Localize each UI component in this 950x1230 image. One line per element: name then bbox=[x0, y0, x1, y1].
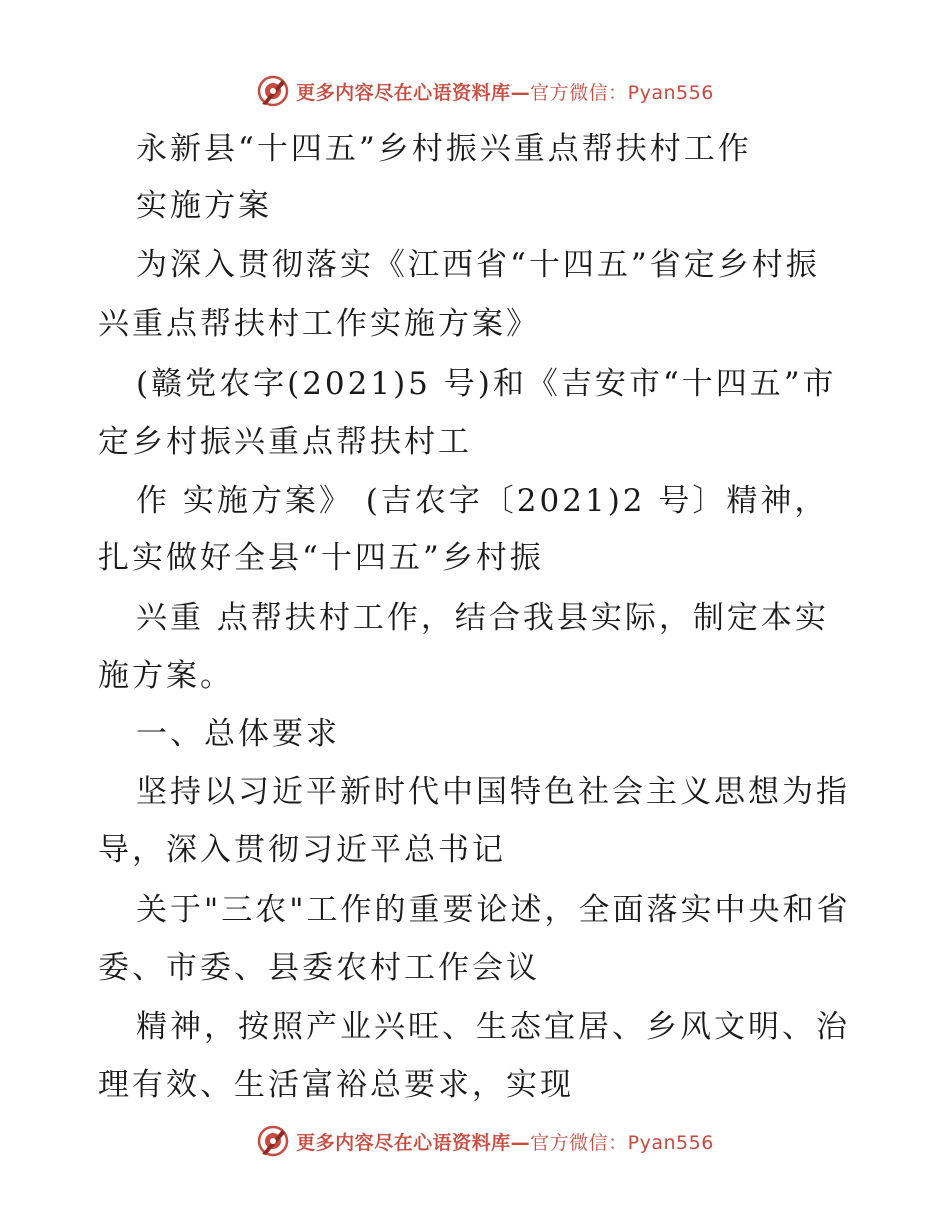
paragraph-line: 关于"三农"工作的重要论述，全面落实中央和省 bbox=[136, 892, 851, 928]
paragraph-line: 作 实施方案》 (吉农字〔2021)2 号〕精神， bbox=[136, 483, 829, 519]
paragraph-line: 定乡村振兴重点帮扶村工 bbox=[98, 424, 472, 460]
doc-title-line-2: 实施方案 bbox=[136, 188, 272, 224]
banner-official-text: 官方微信：Pyan556 bbox=[530, 1131, 714, 1154]
header-watermark-banner bbox=[0, 71, 950, 111]
paragraph-line: 导，深入贯彻习近平总书记 bbox=[98, 832, 506, 868]
banner-official-text: 官方微信：Pyan556 bbox=[530, 81, 714, 104]
paragraph-line: 施方案。 bbox=[98, 658, 234, 694]
banner-brand-text: 更多内容尽在心语资料库 bbox=[296, 81, 511, 104]
paragraph-line: 兴重点帮扶村工作实施方案》 bbox=[98, 306, 540, 342]
quill-logo-icon bbox=[256, 1124, 290, 1158]
paragraph-line: 理有效、生活富裕总要求，实现 bbox=[98, 1067, 574, 1103]
paragraph-line: 兴重 点帮扶村工作，结合我县实际，制定本实 bbox=[136, 600, 829, 636]
quill-logo-icon bbox=[256, 74, 290, 108]
banner-brand-text: 更多内容尽在心语资料库 bbox=[296, 1131, 511, 1154]
footer-watermark-banner bbox=[0, 1121, 950, 1161]
section-heading: 一、总体要求 bbox=[136, 716, 340, 752]
paragraph-line: 精神，按照产业兴旺、生态宜居、乡风文明、治 bbox=[136, 1009, 850, 1045]
paragraph-line: 委、市委、县委农村工作会议 bbox=[98, 950, 540, 986]
paragraph-line: 坚持以习近平新时代中国特色社会主义思想为指 bbox=[136, 774, 850, 810]
banner-separator: — bbox=[510, 81, 531, 104]
paragraph-line: (赣党农字(2021)5 号)和《吉安市“十四五”市 bbox=[136, 366, 837, 402]
paragraph-line: 扎实做好全县“十四五”乡村振 bbox=[98, 540, 544, 576]
paragraph-line: 为深入贯彻落实《江西省“十四五”省定乡村振 bbox=[136, 247, 820, 283]
doc-title-line-1: 永新县“十四五”乡村振兴重点帮扶村工作 bbox=[136, 131, 752, 167]
banner-separator: — bbox=[510, 1131, 531, 1154]
